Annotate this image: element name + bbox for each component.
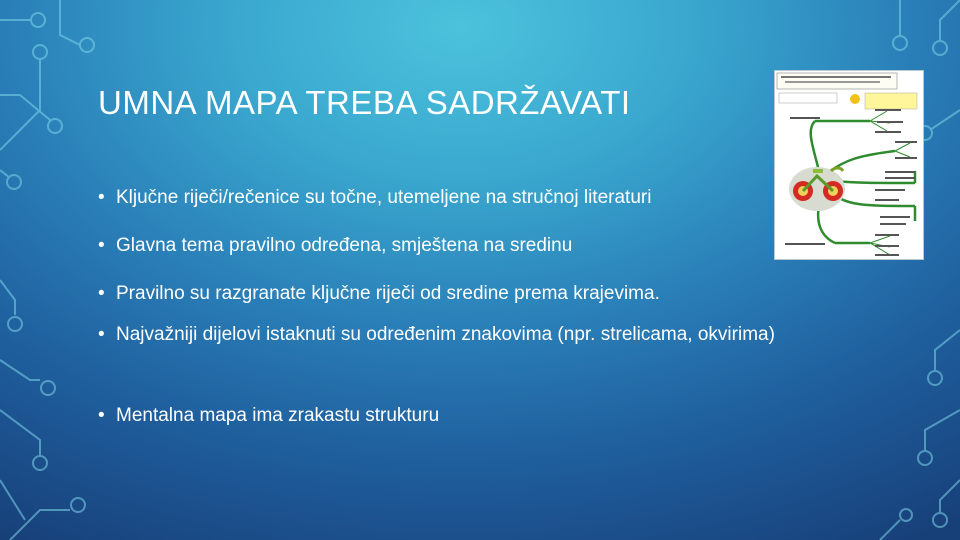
slide-title: UMNA MAPA TREBA SADRŽAVATI — [98, 84, 631, 121]
mind-map-image — [774, 70, 924, 260]
bullet-dot-icon: • — [98, 187, 105, 208]
bullet-text: Najvažniji dijelovi istaknuti su određenim znakovima (npr. strelicama, okvirima) — [116, 324, 775, 345]
bullet-dot-icon: • — [98, 235, 105, 256]
bullet-text: Pravilno su razgranate ključne riječi od sredine prema krajevima. — [116, 283, 660, 304]
bullet-dot-icon: • — [98, 324, 105, 345]
bullet-text: Mentalna mapa ima zrakastu strukturu — [116, 405, 440, 426]
bullet-item — [98, 323, 876, 347]
bullet-dot-icon: • — [98, 283, 105, 304]
bullet-item — [98, 186, 651, 210]
bullet-text: Ključne riječi/rečenice su točne, utemeljene na stručnoj literaturi — [116, 187, 652, 208]
bullet-dot-icon: • — [98, 405, 105, 426]
bullet-item — [98, 404, 439, 428]
mind-map-illustration — [775, 71, 923, 259]
bullet-text: Glavna tema pravilno određena, smještena na sredinu — [116, 235, 573, 256]
bullet-item — [98, 234, 572, 258]
bullet-item — [98, 282, 660, 306]
